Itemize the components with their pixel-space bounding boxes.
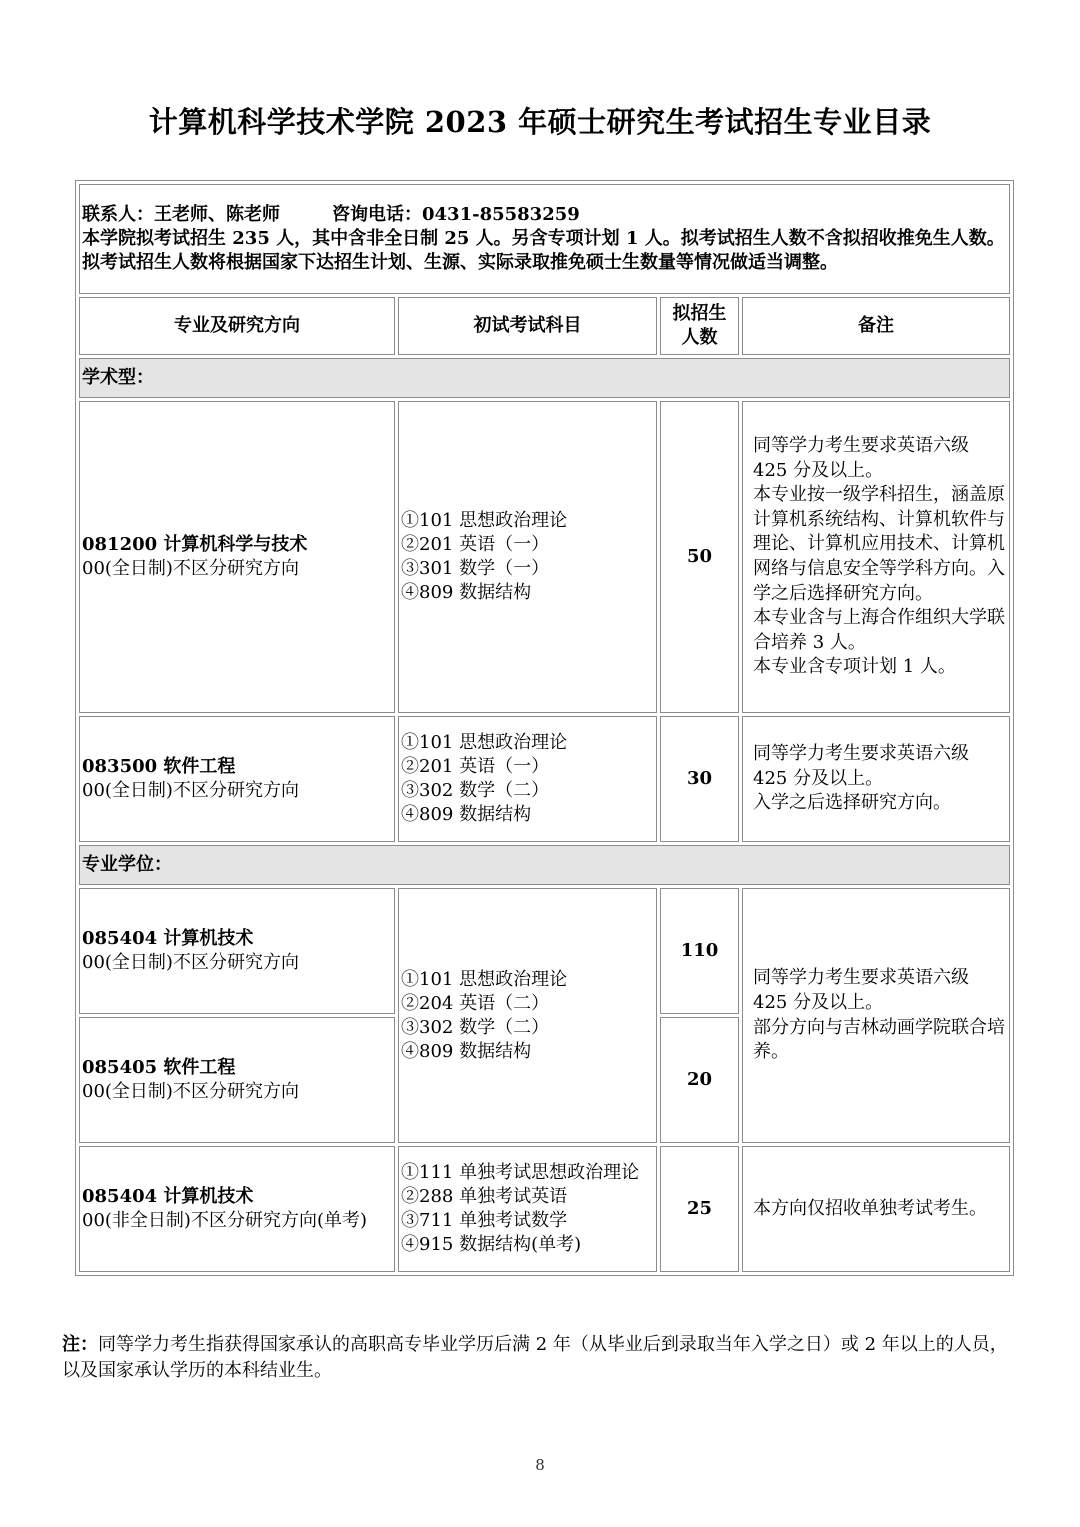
subject-item: ④809 数据结构: [401, 582, 532, 603]
header-row: [79, 297, 1010, 355]
header-quota: 拟招生人数: [660, 297, 739, 355]
remarks-cell: [742, 888, 1010, 1143]
major-cell: [79, 1146, 395, 1272]
major-code: 085405 软件工程: [82, 1057, 236, 1078]
footnote-label: 注：: [62, 1334, 98, 1355]
section-academic-row: [79, 358, 1010, 398]
major-direction: 00(全日制)不区分研究方向: [82, 952, 299, 973]
contact-info-row: [79, 184, 1010, 294]
admission-description: 本学院拟考试招生 235 人，其中含非全日制 25 人。另含专项计划 1 人。拟考试招生人数不含拟招收推免生人数。拟考试招生人数将根据国家下达招生计划、生源、实际录取推免硕士生数量等情况做适当调整。: [82, 228, 1005, 273]
subject-item: ①101 思想政治理论: [401, 968, 568, 990]
subject-item: ①101 思想政治理论: [401, 732, 568, 753]
major-code: 085404 计算机技术: [82, 928, 254, 949]
contact-person: 联系人：王老师、陈老师: [82, 204, 280, 225]
remarks-cell: [742, 1146, 1010, 1272]
remark-item: 本专业按一级学科招生，涵盖原计算机系统结构、计算机软件与理论、计算机应用技术、计算机网络与信息安全等学科方向。入学之后选择研究方向。: [753, 484, 1005, 604]
subject-item: ③711 单独考试数学: [401, 1210, 568, 1231]
header-remarks: 备注: [742, 297, 1010, 355]
admissions-table: [75, 180, 1014, 1276]
subject-item: ④809 数据结构: [401, 804, 532, 825]
subject-item: ③302 数学（二）: [401, 1016, 550, 1038]
subject-item: ③301 数学（一）: [401, 558, 550, 579]
major-direction: 00(非全日制)不区分研究方向(单考): [82, 1210, 367, 1231]
major-direction: 00(全日制)不区分研究方向: [82, 1081, 299, 1102]
major-direction: 00(全日制)不区分研究方向: [82, 780, 299, 801]
subject-item: ④809 数据结构: [401, 1040, 532, 1062]
major-cell: [79, 1017, 395, 1143]
subject-item: ④915 数据结构(单考): [401, 1234, 582, 1255]
subjects-cell: [398, 716, 657, 842]
page-title: 计算机科学技术学院 2023 年硕士研究生考试招生专业目录: [148, 105, 932, 139]
major-code: 081200 计算机科学与技术: [82, 534, 308, 555]
quota-cell: 20: [660, 1017, 739, 1143]
quota-cell: 50: [660, 401, 739, 713]
subjects-cell: [398, 401, 657, 713]
section-professional: 专业学位：: [79, 845, 1010, 885]
quota-cell: 25: [660, 1146, 739, 1272]
major-direction: 00(全日制)不区分研究方向: [82, 558, 299, 579]
remark-item: 同等学力考生要求英语六级 425 分及以上。: [753, 435, 969, 481]
remark-item: 部分方向与吉林动画学院联合培养。: [753, 1016, 1005, 1063]
page-number: 8: [535, 1456, 545, 1474]
major-cell: [79, 716, 395, 842]
major-code: 085404 计算机技术: [82, 1186, 254, 1207]
quota-cell: 110: [660, 888, 739, 1014]
remark-item: 本专业含与上海合作组织大学联合培养 3 人。: [753, 607, 1005, 653]
subject-item: ②201 英语（一）: [401, 756, 550, 777]
header-subjects: 初试考试科目: [398, 297, 657, 355]
remark-item: 本专业含专项计划 1 人。: [753, 656, 956, 678]
major-cell: [79, 401, 395, 713]
quota-cell: 30: [660, 716, 739, 842]
footnote-text: 同等学力考生指获得国家承认的高职高专毕业学历后满 2 年（从毕业后到录取当年入学之日）或 2 年以上的人员，以及国家承认学历的本科结业生。: [62, 1334, 1008, 1381]
contact-line: [82, 203, 1007, 227]
remark-item: 同等学力考生要求英语六级 425 分及以上。: [753, 967, 969, 1013]
remarks-cell: [742, 716, 1010, 842]
subject-item: ③302 数学（二）: [401, 780, 550, 801]
table-row: [79, 1146, 1010, 1272]
contact-info-cell: [79, 184, 1010, 294]
remark-item: 同等学力考生要求英语六级 425 分及以上。: [753, 743, 969, 789]
subject-item: ①101 思想政治理论: [401, 510, 568, 531]
subject-item: ②288 单独考试英语: [401, 1186, 568, 1207]
table-row: [79, 888, 1010, 1014]
major-cell: [79, 888, 395, 1014]
remark-item: 入学之后选择研究方向。: [753, 792, 951, 814]
subject-item: ②201 英语（一）: [401, 534, 550, 555]
subject-item: ①111 单独考试思想政治理论: [401, 1162, 640, 1183]
subjects-cell: [398, 888, 657, 1143]
remarks-cell: [742, 401, 1010, 713]
footnote: [62, 1332, 1022, 1384]
subjects-cell: [398, 1146, 657, 1272]
header-major: 专业及研究方向: [79, 297, 395, 355]
major-code: 083500 软件工程: [82, 756, 236, 777]
remark-item: 本方向仅招收单独考试考生。: [753, 1197, 987, 1219]
section-academic: 学术型：: [79, 358, 1010, 398]
table-row: [79, 716, 1010, 842]
subject-item: ②204 英语（二）: [401, 992, 550, 1014]
section-professional-row: [79, 845, 1010, 885]
contact-phone: 咨询电话：0431-85583259: [332, 204, 580, 225]
table-row: [79, 401, 1010, 713]
